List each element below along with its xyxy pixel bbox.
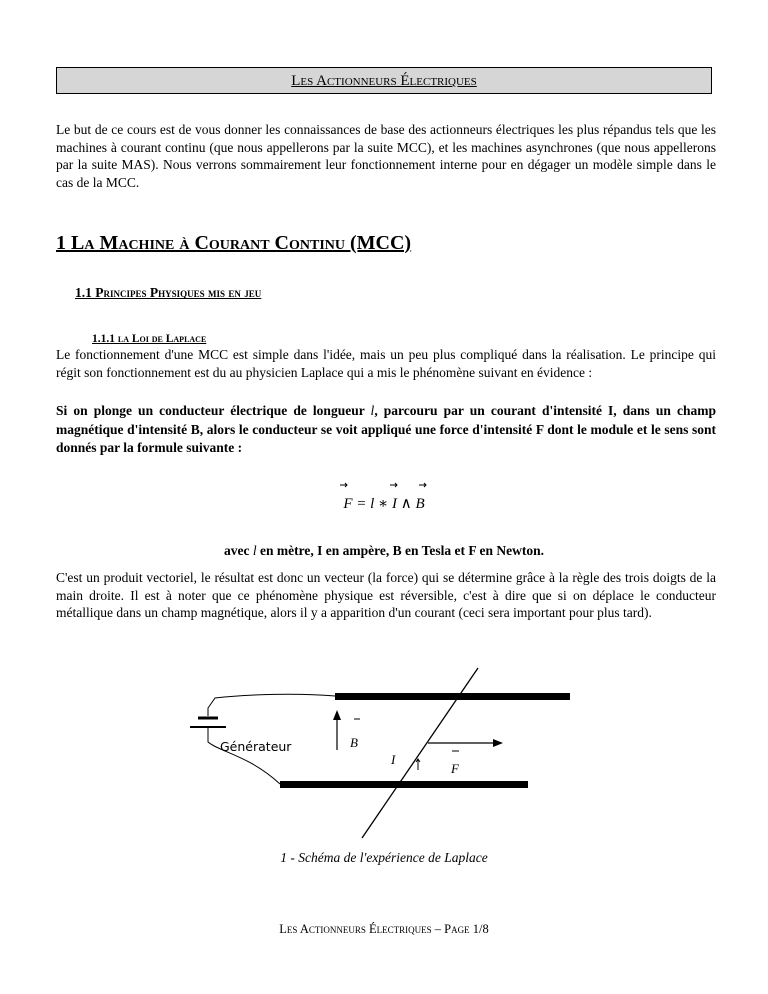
bottom-wire <box>208 728 280 784</box>
section-heading-1-1-1: 1.1.1 la Loi de Laplace <box>92 333 207 345</box>
page-footer: Les Actionneurs Électriques – Page 1/8 <box>279 922 489 936</box>
section-heading-1-1: 1.1 Principes Physiques mis en jeu <box>75 285 262 300</box>
laplace-intro-paragraph: Le fonctionnement d'une MCC est simple dans l'idée, mais un peu plus compliqué dans la réalisation. Le principe qui régit son fonctionnement est du au physicien Laplace qui a mis le phénomène suivant en évidence : <box>56 347 716 380</box>
units-length-symbol: l <box>252 543 257 558</box>
laplace-law-statement <box>56 402 716 458</box>
b-label: B <box>350 735 358 750</box>
laplace-experiment-diagram <box>180 660 600 840</box>
generator-label: Générateur <box>220 739 292 754</box>
law-text-start: Si on plonge un conducteur électrique de longueur <box>56 403 371 418</box>
intro-paragraph: Le but de ce cours est de vous donner les connaissances de base des actionneurs électriques les plus répandus tels que les machines à courant continu (que nous appellerons par la suite MCC), et les machines asynchrones (que nous appellerons par la suite MAS). Nous verrons sommairement leur fonctionnement interne pour en dégager un modèle simple dans le cas de la MCC. <box>56 122 716 190</box>
i-label: I <box>391 752 396 767</box>
page-title: Les Actionneurs Électriques <box>56 67 712 94</box>
law-length-symbol: l <box>370 403 375 418</box>
section-heading-1: 1 La Machine à Courant Continu (MCC) <box>56 232 412 254</box>
f-arrow-head <box>493 739 503 747</box>
b-arrow-head <box>333 710 341 720</box>
bottom-rail <box>280 781 528 788</box>
f-label: F <box>451 761 459 776</box>
units-text-end: en mètre, I en ampère, B en Tesla et F en Newton. <box>256 543 544 558</box>
vector-arrows-icon <box>300 478 468 490</box>
formula-expression: F = l ∗ I ∧ B <box>343 496 425 512</box>
laplace-formula <box>300 478 468 518</box>
figure-caption: 1 - Schéma de l'expérience de Laplace <box>280 850 488 865</box>
units-text-start: avec <box>224 543 253 558</box>
top-wire <box>208 694 335 716</box>
top-rail <box>335 693 570 700</box>
units-line <box>56 543 712 559</box>
law-text-end: , parcouru par un courant d'intensité I, dans un champ magnétique d'intensité B, alors le conducteur se voit appliqué une force d'intensité F dont le module et le sens sont donnés par la formule suivante : <box>56 403 716 455</box>
vector-note-paragraph: C'est un produit vectoriel, le résultat est donc un vecteur (la force) qui se détermine grâce à la règle des trois doigts de la main droite. Il est à noter que ce phénomène physique est réversible, c'est à dire que si on déplace le conducteur métallique dans un champ magnétique, alors il y a apparition d'un courant (ceci sera important pour plus tard). <box>56 570 716 620</box>
